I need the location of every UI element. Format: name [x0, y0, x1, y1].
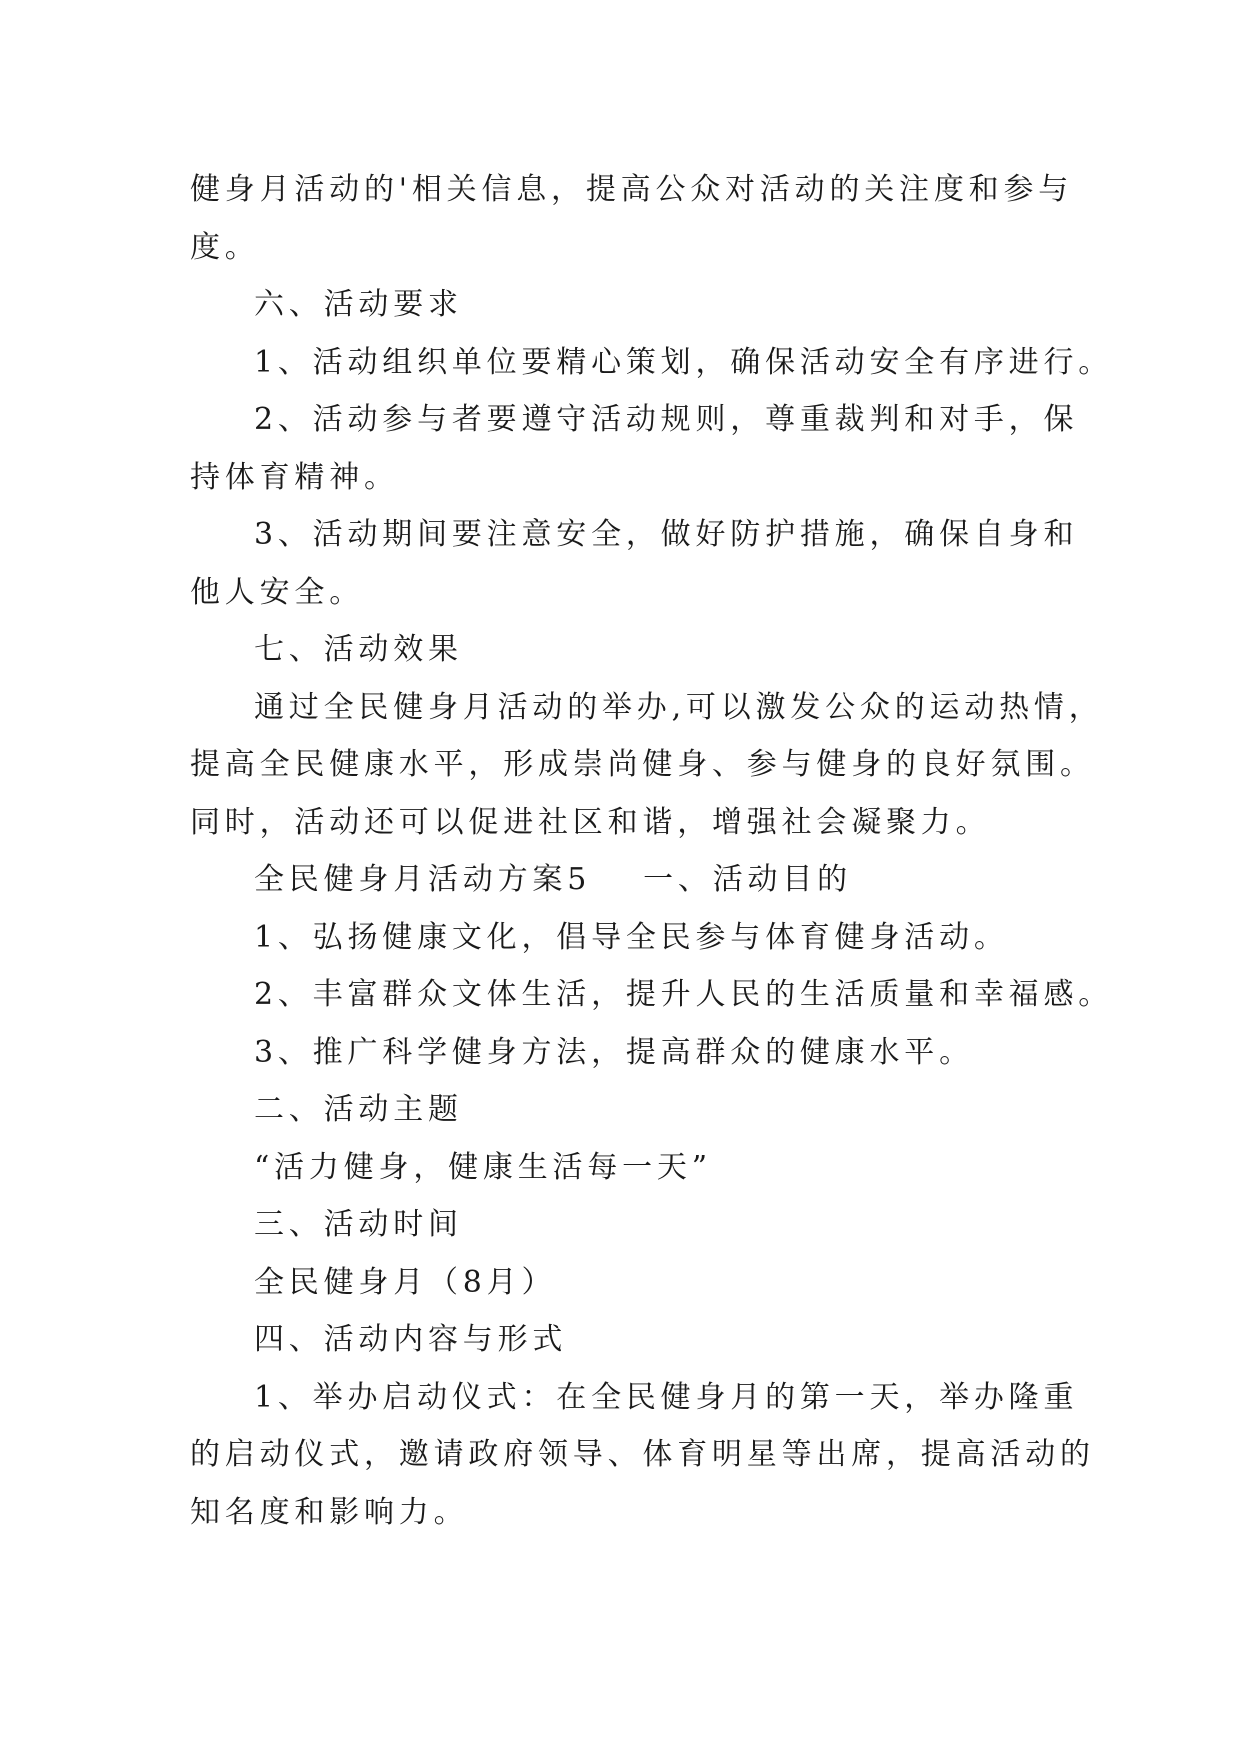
- body-line: 3、推广科学健身方法，提高群众的健康水平。: [254, 1034, 974, 1070]
- body-line: 全民健身月（8月）: [254, 1264, 557, 1300]
- section-heading-requirements: 六、活动要求: [254, 287, 463, 322]
- plan-title-line: [190, 851, 1070, 909]
- body-line: 提高全民健康水平，形成崇尚健身、参与健身的良好氛围。: [190, 747, 1095, 782]
- section-heading-time: 三、活动时间: [254, 1207, 463, 1242]
- body-line: 2、活动参与者要遵守活动规则，尊重裁判和对手，保: [254, 402, 1079, 437]
- plan-title: 全民健身月活动方案5: [254, 862, 592, 897]
- body-line: 他人安全。: [190, 574, 364, 610]
- section-heading-theme: 二、活动主题: [254, 1092, 463, 1127]
- document-body: [190, 161, 1114, 1541]
- body-line: 1、活动组织单位要精心策划，确保活动安全有序进行。: [254, 344, 1114, 380]
- section-heading-purpose: 一、活动目的: [643, 862, 852, 897]
- body-line: 度。: [190, 229, 260, 265]
- body-line: 通过全民健身月活动的举办,可以激发公众的运动热情，: [254, 689, 1104, 725]
- body-line: 知名度和影响力。: [190, 1494, 469, 1530]
- body-line: 1、举办启动仪式：在全民健身月的第一天，举办隆重: [254, 1379, 1079, 1415]
- body-line: 1、弘扬健康文化，倡导全民参与体育健身活动。: [254, 919, 1009, 955]
- body-line: 同时，活动还可以促进社区和谐，增强社会凝聚力。: [190, 804, 991, 840]
- body-line: 持体育精神。: [190, 459, 399, 495]
- body-line: 健身月活动的'相关信息，提高公众对活动的关注度和参与: [190, 172, 1074, 207]
- theme-slogan: “活力健身，健康生活每一天”: [254, 1149, 712, 1185]
- section-heading-content: 四、活动内容与形式: [254, 1322, 568, 1357]
- section-heading-effects: 七、活动效果: [254, 632, 463, 667]
- body-line: 的启动仪式，邀请政府领导、体育明星等出席，提高活动的: [190, 1437, 1095, 1472]
- body-line: 2、丰富群众文体生活，提升人民的生活质量和幸福感。: [254, 977, 1114, 1012]
- body-line: 3、活动期间要注意安全，做好防护措施，确保自身和: [254, 517, 1079, 552]
